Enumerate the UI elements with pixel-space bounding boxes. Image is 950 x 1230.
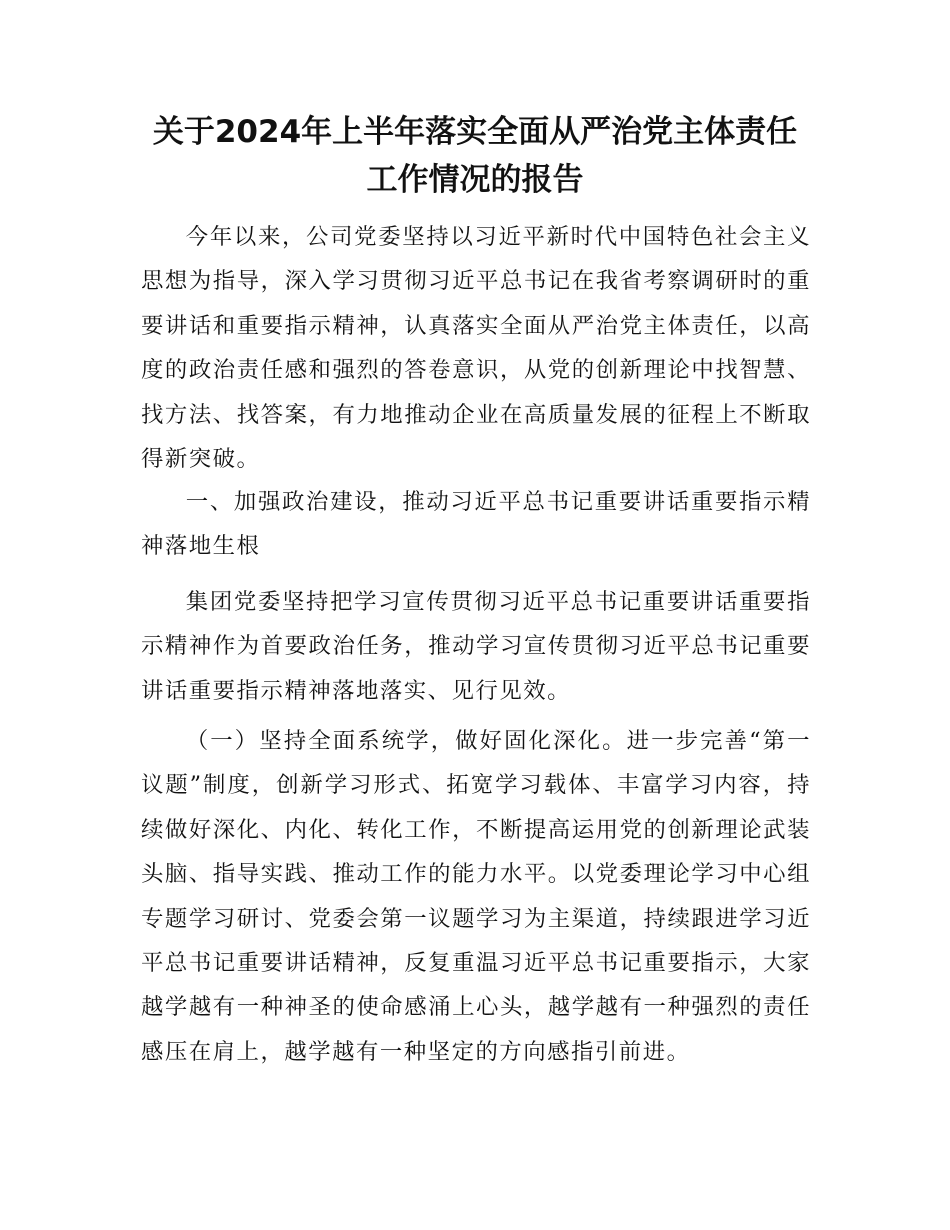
title-line-1: 关于2024年上半年落实全面从严治党主体责任 (152, 114, 798, 150)
section-1-paragraph: 集团党委坚持把学习宣传贯彻习近平总书记重要讲话重要指示精神作为首要政治任务，推动学习宣传贯彻习近平总书记重要讲话重要指示精神落地落实、见行见效。 (141, 589, 811, 704)
title-line-2: 工作情况的报告 (366, 162, 584, 198)
intro-paragraph: 今年以来，公司党委坚持以习近平新时代中国特色社会主义思想为指导，深入学习贯彻习近平总书记在我省考察调研时的重要讲话和重要指示精神，认真落实全面从严治党主体责任，以高度的政治责任感和强烈的答卷意识，从党的创新理论中找智慧、找方法、找答案，有力地推动企业在高质量发展的征程上不断取得新突破。 (141, 224, 811, 473)
document-title (140, 108, 810, 204)
subsection-1-paragraph: （一）坚持全面系统学，做好固化深化。进一步完善“第一议题”制度，创新学习形式、拓宽学习载体、丰富学习内容，持续做好深化、内化、转化工作，不断提高运用党的创新理论武装头脑、指导实践、推动工作的能力水平。以党委理论学习中心组专题学习研讨、党委会第一议题学习为主渠道，持续跟进学习近平总书记重要讲话精神，反复重温习近平总书记重要指示，大家越学越有一种神圣的使命感涌上心头，越学越有一种强烈的责任感压在肩上，越学越有一种坚定的方向感指引前进。 (141, 728, 811, 1065)
section-heading-1: 一、加强政治建设，推动习近平总书记重要讲话重要指示精神落地生根 (141, 489, 811, 560)
